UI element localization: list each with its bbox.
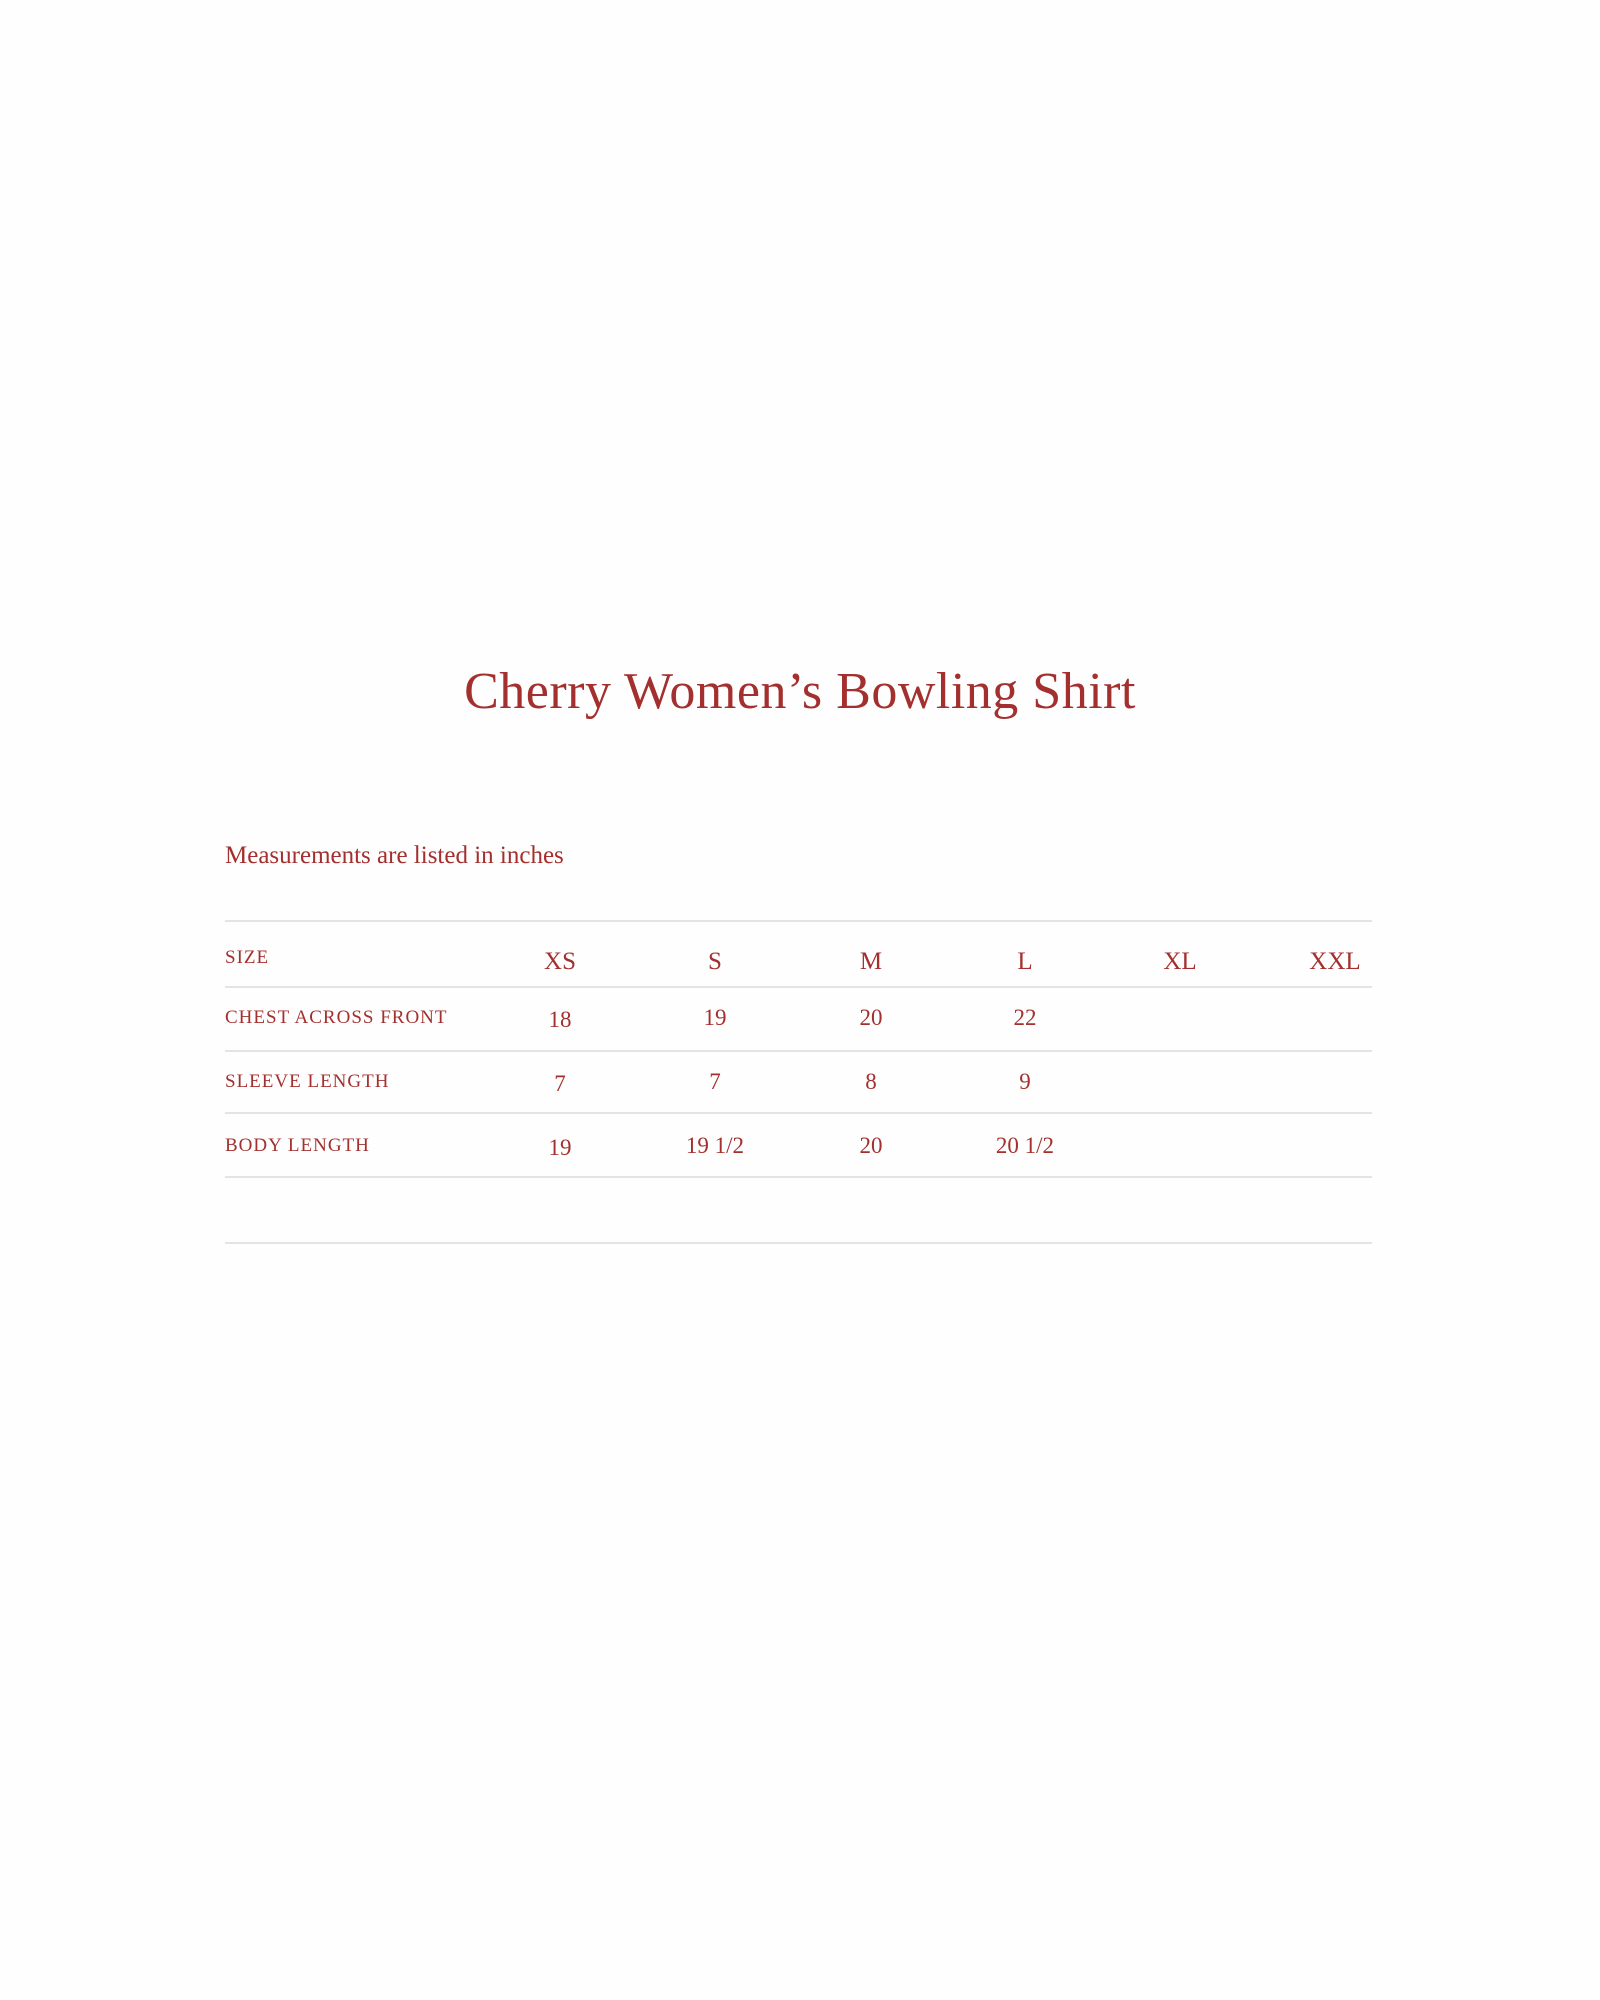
row-label-sleeve: SLEEVE LENGTH	[225, 1071, 390, 1092]
table-cell: 19	[548, 1135, 572, 1160]
table-rule-bottom	[225, 1242, 1372, 1244]
table-cell: 18	[548, 1007, 572, 1032]
size-header-xs: XS	[544, 948, 576, 975]
table-rule	[225, 1176, 1372, 1178]
size-header-xxl: XXL	[1309, 948, 1361, 975]
table-cell: 19	[703, 1005, 727, 1030]
table-cell: 22	[1013, 1005, 1037, 1030]
table-row-chest	[225, 988, 1372, 1050]
table-header-row	[225, 922, 1372, 984]
table-cell: 19 1/2	[685, 1133, 745, 1158]
table-cell: 20 1/2	[995, 1133, 1055, 1158]
size-header-m: M	[859, 948, 883, 975]
table-cell: 7	[709, 1069, 721, 1094]
table-cell: 9	[1019, 1069, 1031, 1094]
table-cell: 8	[865, 1069, 877, 1094]
table-row-body	[225, 1114, 1372, 1176]
table-cell: 20	[859, 1005, 883, 1030]
table-cell: 7	[554, 1071, 566, 1096]
table-row-sleeve	[225, 1052, 1372, 1114]
table-cell: 20	[859, 1133, 883, 1158]
row-label-body: BODY LENGTH	[225, 1135, 370, 1156]
size-header-s: S	[708, 948, 722, 975]
row-label-chest: CHEST ACROSS FRONT	[225, 1007, 448, 1028]
size-header-l: L	[1017, 948, 1033, 975]
size-header-xl: XL	[1163, 948, 1197, 975]
size-header-label: SIZE	[225, 947, 270, 968]
units-note: Measurements are listed in inches	[225, 842, 564, 869]
page-title: Cherry Women’s Bowling Shirt	[464, 663, 1136, 720]
